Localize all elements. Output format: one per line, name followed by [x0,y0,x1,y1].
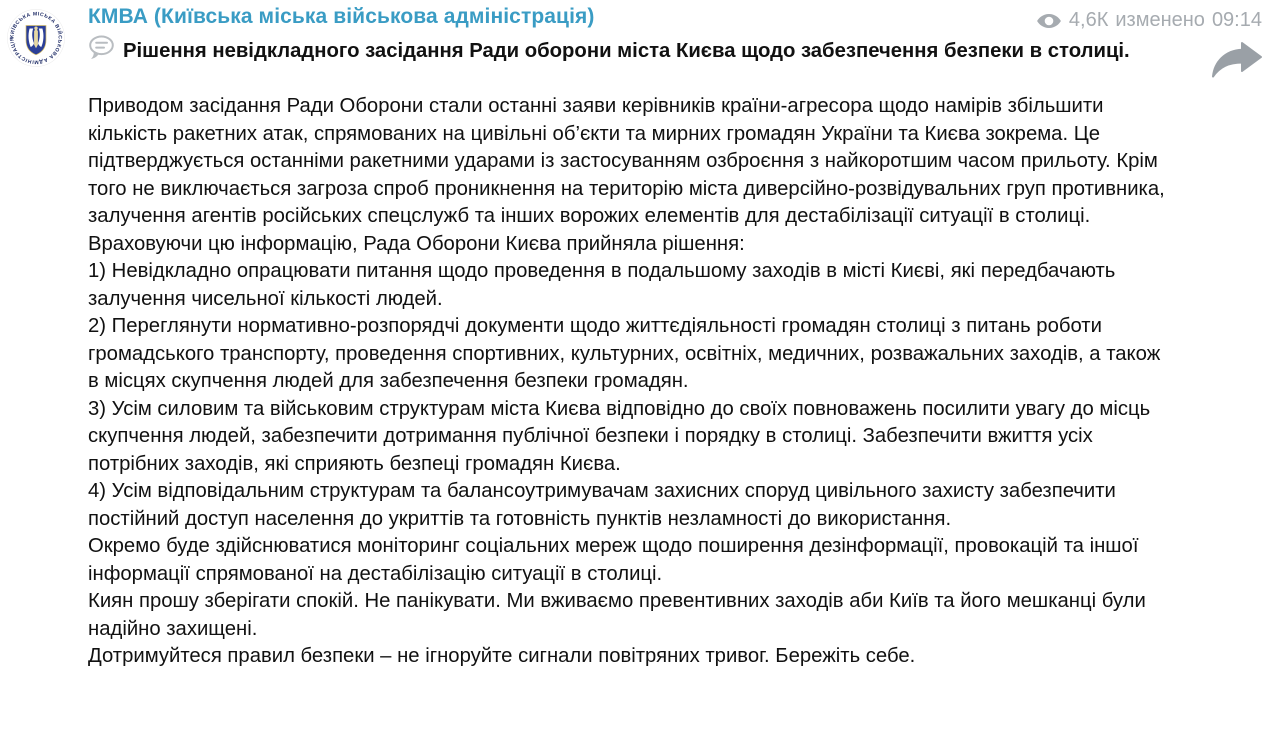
edited-label: изменено [1115,9,1205,31]
share-button[interactable] [1210,40,1264,80]
speech-balloon-emoji [88,35,115,60]
message-meta [1036,9,1262,32]
channel-avatar[interactable] [7,9,65,67]
message-paragraph: Дотримуйтеся правил безпеки – не ігноруйте сигнали повітряних тривог. Бережіть себе. [88,645,916,667]
channel-name[interactable]: КМВА (Київська міська військова адміністрація) [88,5,595,28]
message-paragraph: Окремо буде здійснюватися моніторинг соціальних мереж щодо поширення дезінформації, провокацій та іншої інформації спрямованої на дестабілізацію ситуації в столиці. [88,535,1139,585]
kyiv-shield-icon [26,26,46,55]
message-paragraph: 1) Невідкладно опрацювати питання щодо проведення в подальшому заходів в місті Києві, які передбачають залучення чисельної кількості людей. [88,260,1116,310]
kmva-emblem-avatar [7,9,65,67]
message-paragraph: 3) Усім силовим та військовим структурам міста Києва відповідно до своїх повноважень посилити увагу до місць скупчення людей, забезпечити дотримання публічної безпеки і порядку в столиці. Забезпечити вжиття усіх потрібних заходів, які сприяють безпеці громадян Києва. [88,397,1151,475]
message-time: 09:14 [1211,9,1262,31]
message-paragraph: Приводом засідання Ради Оборони стали останні заяви керівників країни-агресора щодо намірів збільшити кількість ракетних атак, спрямованих на цивільні об’єкти та мирних громадян України та Києва зокрема. Це підтверджується останніми ракетними ударами із застосуванням озброєння з найкоротшим часом прильоту. Крім того не виключається загроза спроб проникнення на територію міста диверсійно-розвідувальних груп противника, залучення агентів російських спецслужб та інших ворожих елементів для дестабілізації ситуації в столиці. [88,95,1165,227]
message-title [88,35,1166,66]
share-arrow-icon [1211,41,1263,79]
views-count: 4,6К [1068,9,1109,31]
avatar-ring-text: КИЇВСЬКА МІСЬКА ВІЙСЬКОВА АДМІНІСТРАЦІЯ [9,11,63,65]
message-title-text: Рішення невідкладного засідання Ради оборони міста Києва щодо забезпечення безпеки в столиці. [123,40,1130,62]
message-body [88,93,1166,671]
message-paragraph: Киян прошу зберігати спокій. Не панікувати. Ми вживаємо превентивних заходів аби Київ та його мешканці були надійно захищені. [88,590,1146,640]
eye-icon [1036,11,1062,31]
message-paragraph: Враховуючи цю інформацію, Рада Оборони Києва прийняла рішення: [88,232,745,255]
message-content [88,35,1166,671]
message-paragraph: 2) Переглянути нормативно-розпорядчі документи щодо життєдіяльності громадян столиці з питань роботи громадського транспорту, проведення спортивних, культурних, освітніх, медичних, розважальних заходів, а також в місцях скупчення людей для забезпечення безпеки громадян. [88,315,1161,392]
message-paragraph: 4) Усім відповідальним структурам та балансоутримувачам захисних споруд цивільного захисту забезпечити постійний доступ населення до укриттів та готовність пунктів незламності до використання. [88,480,1116,530]
